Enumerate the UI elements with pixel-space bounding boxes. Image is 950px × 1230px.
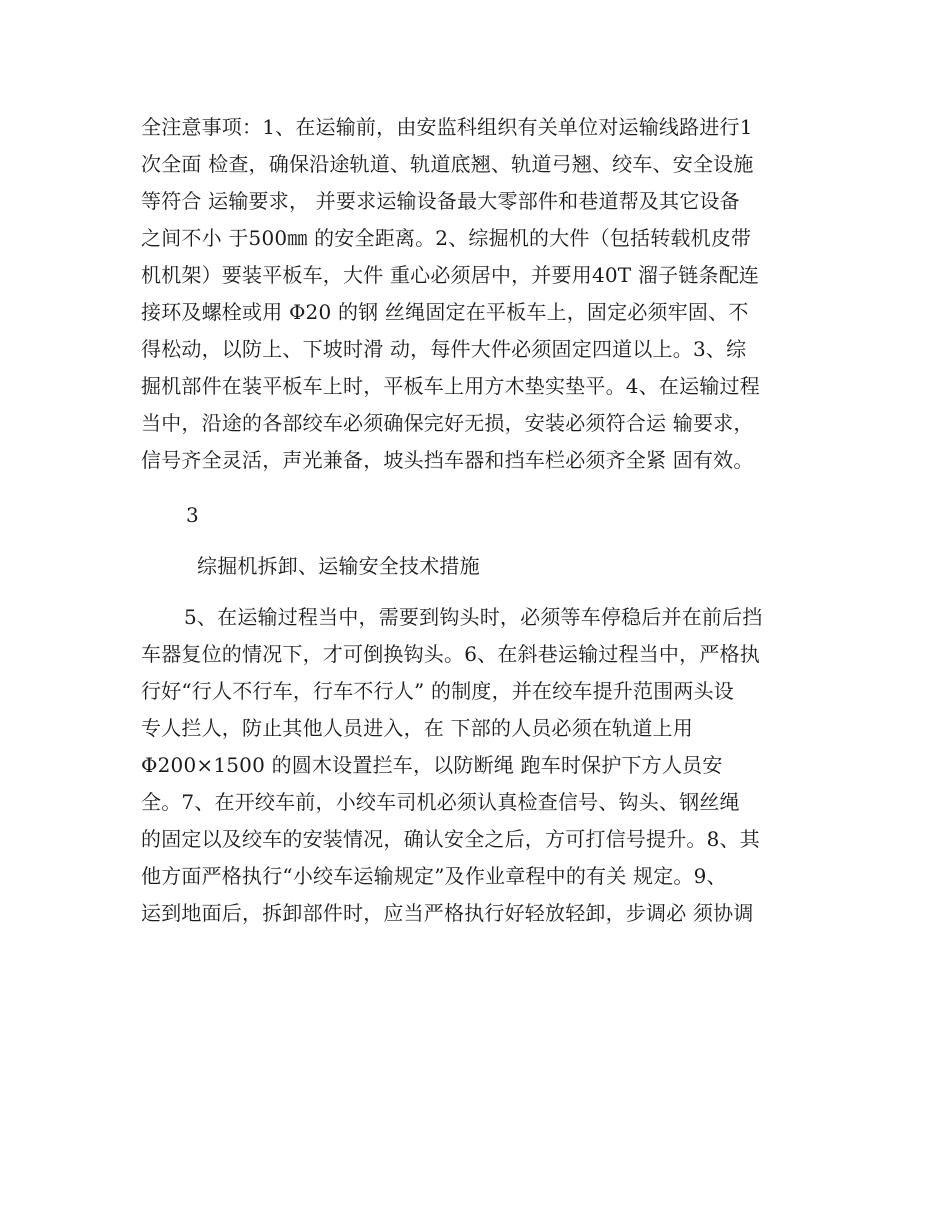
paragraph-2-line-5: Φ200×1500 的圆木设置拦车，以防断绳 跑车时保护下方人员安 bbox=[141, 753, 723, 777]
paragraph-1-line-8: 掘机部件在装平板车上时，平板车上用方木垫实垫平。4、在运输过程 bbox=[141, 374, 760, 398]
paragraph-2-line-1: 5、在运输过程当中，需要到钩头时，必须等车停稳后并在前后挡 bbox=[184, 605, 763, 629]
paragraph-1-line-9: 当中，沿途的各部绞车必须确保完好无损，安装必须符合运 输要求， bbox=[141, 411, 754, 435]
section-heading: 综掘机拆卸、运输安全技术措施 bbox=[197, 554, 480, 578]
paragraph-1-line-7: 得松动，以防上、下坡时滑 动，每件大件必须固定四道以上。3、综 bbox=[141, 337, 747, 361]
paragraph-2-line-3: 行好“行人不行车，行车不行人” 的制度，并在绞车提升范围两头设 bbox=[141, 679, 735, 703]
paragraph-1-line-5: 机机架）要装平板车，大件 重心必须居中，并要用40T 溜子链条配连 bbox=[141, 263, 760, 287]
paragraph-2-line-6: 全。7、在开绞车前，小绞车司机必须认真检查信号、钩头、钢丝绳 bbox=[141, 790, 740, 814]
paragraph-1-line-2: 次全面 检查，确保沿途轨道、轨道底翘、轨道弓翘、绞车、安全设施 bbox=[141, 152, 754, 176]
paragraph-1-line-3: 等符合 运输要求， 并要求运输设备最大零部件和巷道帮及其它设备 bbox=[141, 189, 740, 213]
paragraph-2-line-2: 车器复位的情况下，才可倒换钩头。6、在斜巷运输过程当中，严格执 bbox=[141, 642, 760, 666]
paragraph-2-line-8: 他方面严格执行“小绞车运输规定”及作业章程中的有关 规定。9、 bbox=[141, 864, 727, 888]
paragraph-2-line-7: 的固定以及绞车的安装情况，确认安全之后，方可打信号提升。8、其 bbox=[141, 827, 760, 851]
page-number: 3 bbox=[186, 503, 199, 527]
paragraph-2-line-9: 运到地面后，拆卸部件时，应当严格执行好轻放轻卸，步调必 须协调 bbox=[141, 901, 754, 925]
paragraph-1-line-6: 接环及螺栓或用 Φ20 的钢 丝绳固定在平板车上，固定必须牢固、不 bbox=[141, 300, 749, 324]
paragraph-1-line-4: 之间不小 于500㎜ 的安全距离。2、综掘机的大件（包括转载机皮带 bbox=[141, 226, 752, 250]
paragraph-1-line-10: 信号齐全灵活，声光兼备，坡头挡车器和挡车栏必须齐全紧 固有效。 bbox=[141, 448, 754, 472]
paragraph-1-line-1: 全注意事项：1、在运输前，由安监科组织有关单位对运输线路进行1 bbox=[141, 115, 753, 139]
paragraph-2-line-4: 专人拦人，防止其他人员进入，在 下部的人员必须在轨道上用 bbox=[141, 716, 693, 740]
